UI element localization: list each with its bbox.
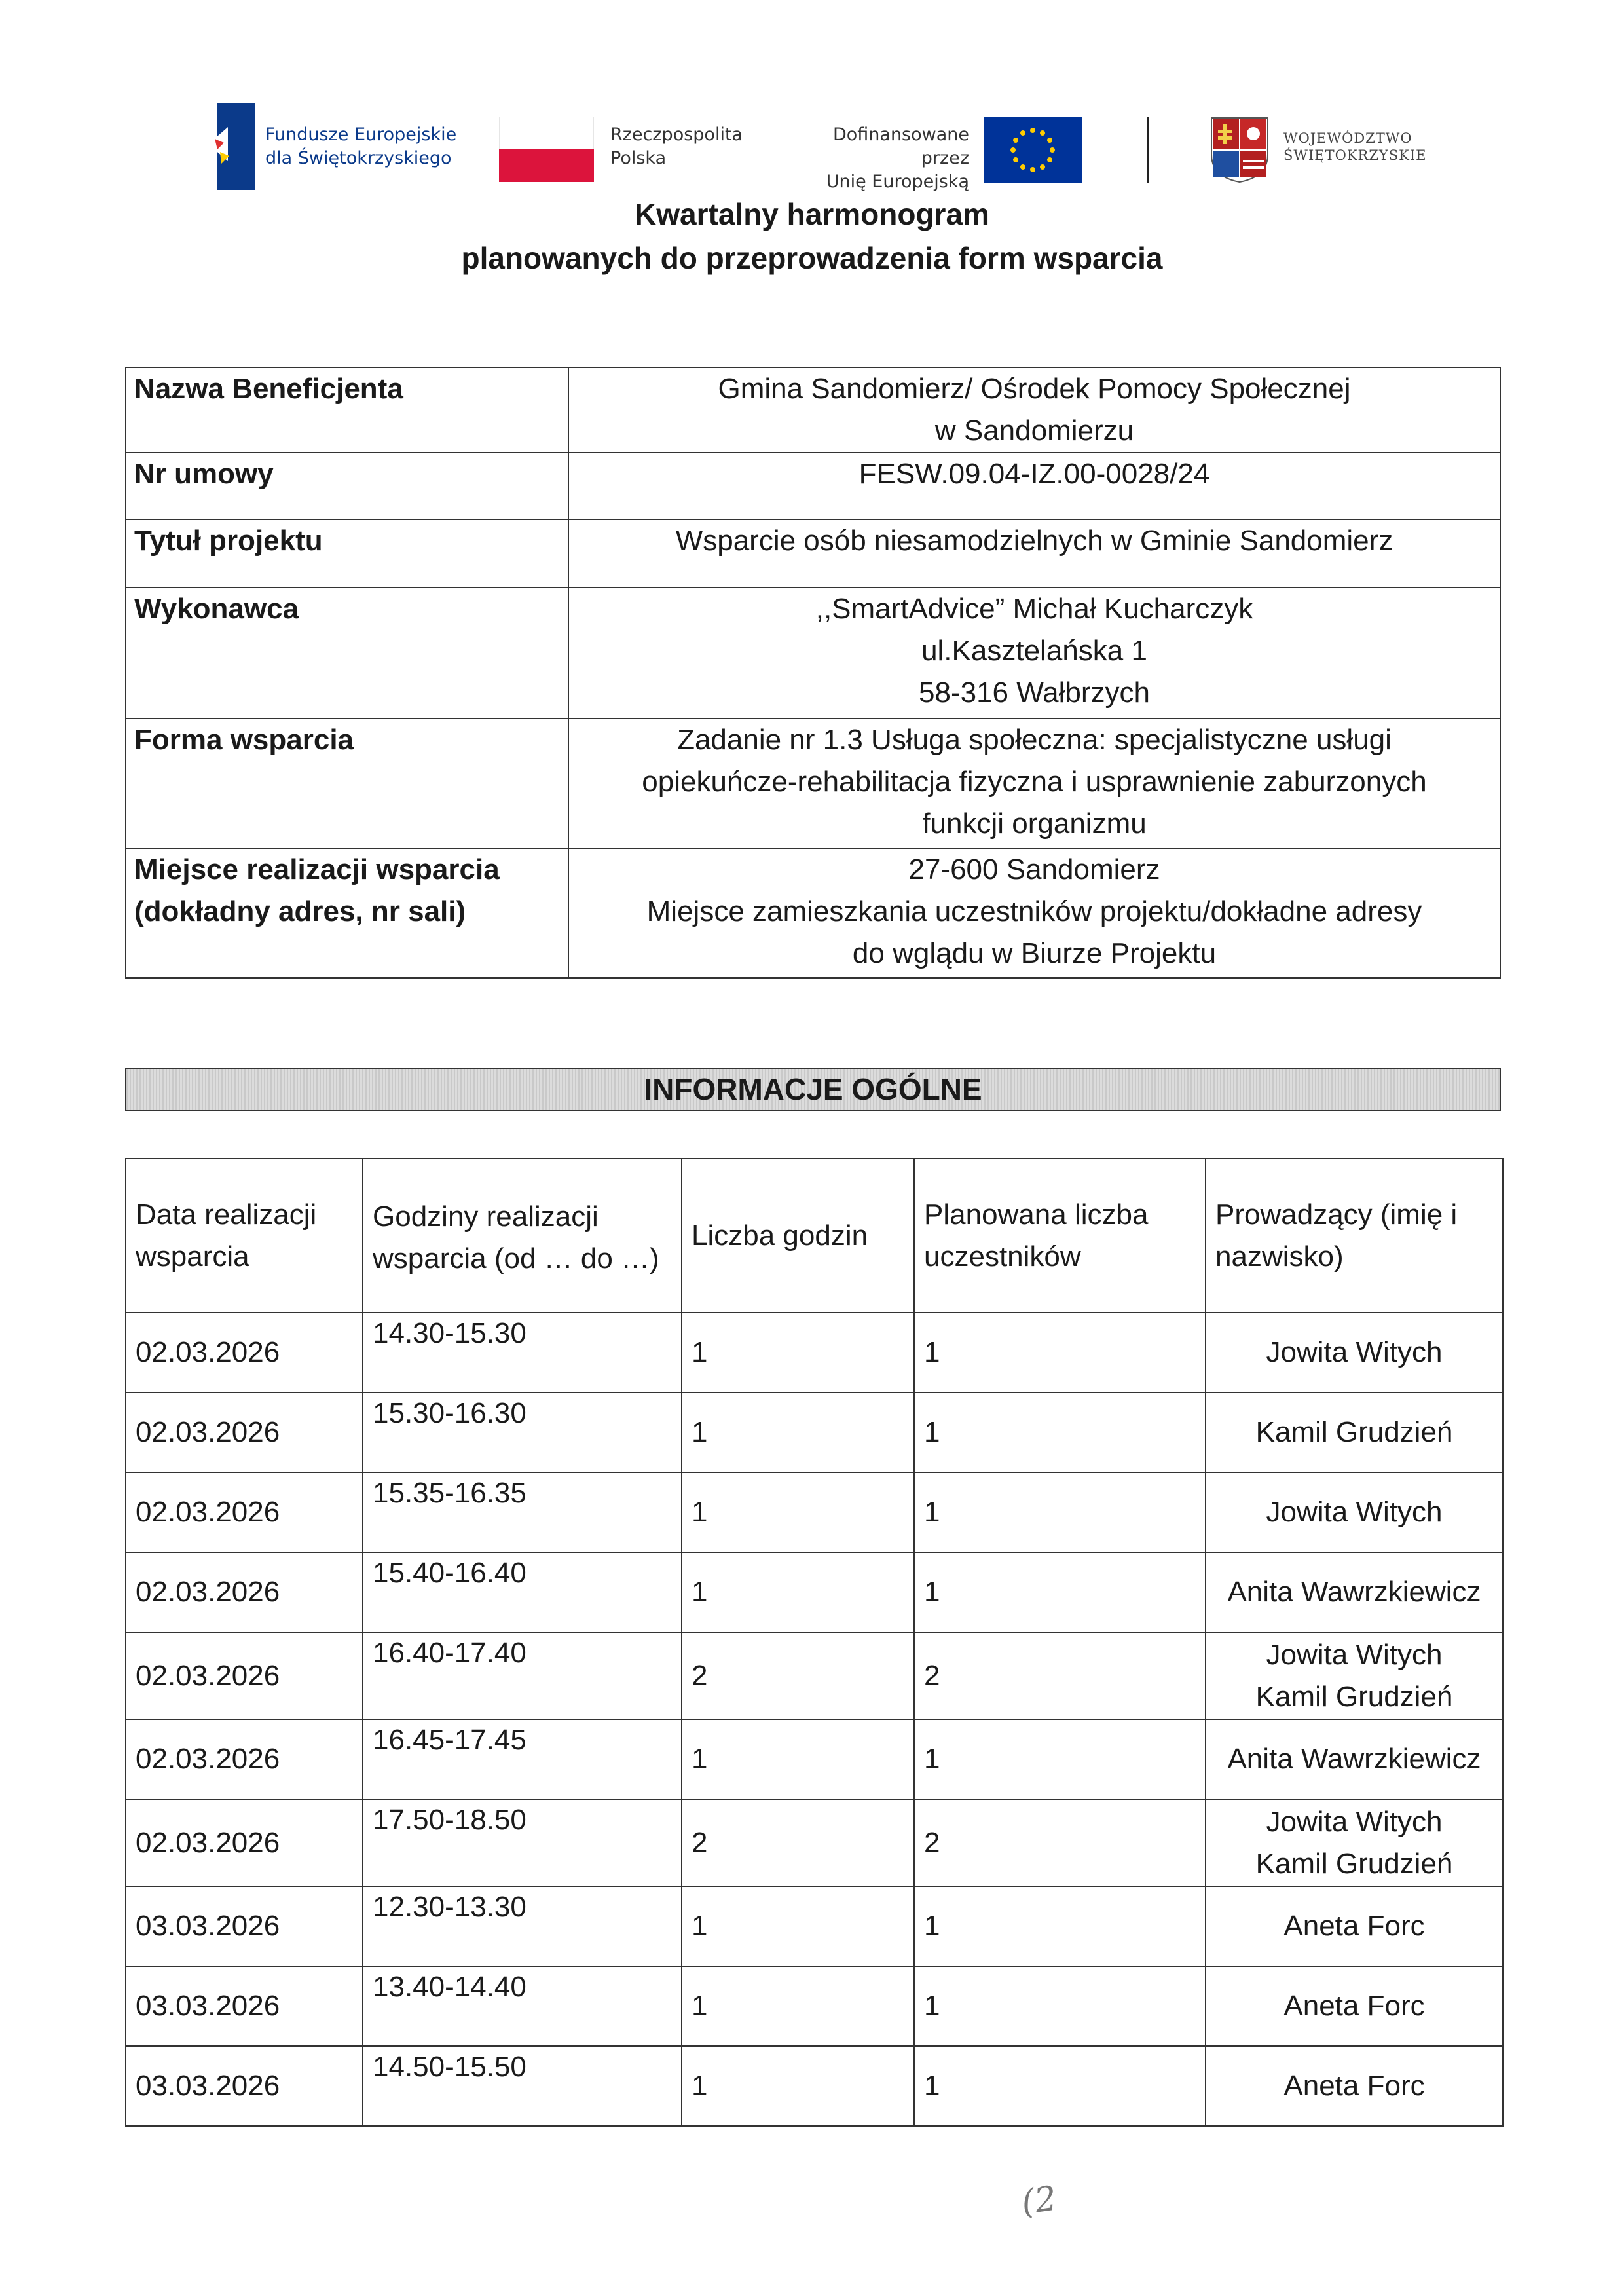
cell-date: 02.03.2026 [126,1392,363,1472]
cell-date: 02.03.2026 [126,1719,363,1799]
handwritten-page-mark: (2 [1019,2178,1060,2223]
info-value: Wsparcie osób niesamodzielnych w Gminie Sandomierz [568,519,1500,588]
table-row [126,1799,1503,1886]
eu-star-icon [1013,138,1018,143]
cell-lead: Anita Wawrzkiewicz [1206,1552,1503,1632]
info-value: Zadanie nr 1.3 Usługa społeczna: specjalistyczne usługi opiekuńcze-rehabilitacja fizyczna i usprawnienie zaburzonych funkcji organizmu [568,718,1500,848]
info-label: Forma wsparcia [126,718,568,848]
info-label: Nr umowy [126,453,568,519]
cell-participants: 2 [914,1799,1206,1886]
info-row-beneficjent [126,367,1500,453]
cell-date: 03.03.2026 [126,1966,363,2046]
cell-date: 03.03.2026 [126,1886,363,1966]
cell-date: 02.03.2026 [126,1632,363,1719]
cell-hours: 13.40-14.40 [363,1966,682,2046]
cell-participants: 1 [914,1313,1206,1392]
cell-lead: Aneta Forc [1206,2046,1503,2126]
header-hours: Godziny realizacji wsparcia (od … do …) [363,1159,682,1313]
cell-count: 1 [682,1719,914,1799]
cell-count: 1 [682,1552,914,1632]
cell-hours: 16.45-17.45 [363,1719,682,1799]
cell-count: 1 [682,1392,914,1472]
cell-participants: 1 [914,1472,1206,1552]
cell-participants: 1 [914,1552,1206,1632]
eu-star-icon [1010,147,1016,153]
eu-star-icon [1040,164,1045,170]
eu-star-icon [1047,138,1052,143]
cell-participants: 1 [914,1886,1206,1966]
cell-hours: 14.50-15.50 [363,2046,682,2126]
eu-star-icon [1047,157,1052,162]
info-label: Miejsce realizacji wsparcia (dokładny adres, nr sali) [126,848,568,978]
cell-participants: 2 [914,1632,1206,1719]
cell-hours: 12.30-13.30 [363,1886,682,1966]
cell-participants: 1 [914,1392,1206,1472]
cell-hours: 17.50-18.50 [363,1799,682,1886]
fundusze-europejskie-text: Fundusze Europejskie dla Świętokrzyskiego [265,124,457,168]
header-date: Data realizacji wsparcia [126,1159,363,1313]
table-row [126,1719,1503,1799]
cell-participants: 1 [914,1966,1206,2046]
cell-hours: 14.30-15.30 [363,1313,682,1392]
table-row [126,2046,1503,2126]
cell-date: 02.03.2026 [126,1552,363,1632]
eu-flag-icon [984,117,1082,183]
table-row [126,1472,1503,1552]
info-row-nr-umowy [126,453,1500,519]
rzeczpospolita-text: Rzeczpospolita Polska [610,124,743,168]
cell-lead: Aneta Forc [1206,1966,1503,2046]
cell-count: 2 [682,1632,914,1719]
cell-hours: 15.40-16.40 [363,1552,682,1632]
table-row [126,1552,1503,1632]
cell-participants: 1 [914,2046,1206,2126]
logo-divider [1147,117,1149,183]
table-row [126,1966,1503,2046]
eu-star-icon [1030,167,1035,172]
cell-count: 2 [682,1799,914,1886]
eu-star-icon [1040,130,1045,136]
info-value: Gmina Sandomierz/ Ośrodek Pomocy Społecznej w Sandomierzu [568,367,1500,453]
section-banner: INFORMACJE OGÓLNE [125,1068,1501,1111]
cell-hours: 15.35-16.35 [363,1472,682,1552]
cell-count: 1 [682,1966,914,2046]
header-participants: Planowana liczba uczestników [914,1159,1206,1313]
cell-count: 1 [682,1472,914,1552]
schedule-table [125,1158,1504,2127]
cell-hours: 15.30-16.30 [363,1392,682,1472]
cell-lead: Jowita Witych Kamil Grudzień [1206,1632,1503,1719]
dofinansowane-text: Dofinansowane przez Unię Europejską [826,124,969,192]
cell-date: 02.03.2026 [126,1313,363,1392]
info-row-tytul [126,519,1500,588]
schedule-header-row [126,1159,1503,1313]
cell-count: 1 [682,2046,914,2126]
logo-bar [0,0,1624,196]
info-value: FESW.09.04-IZ.00-0028/24 [568,453,1500,519]
cell-count: 1 [682,1886,914,1966]
cell-lead: Kamil Grudzień [1206,1392,1503,1472]
cell-lead: Anita Wawrzkiewicz [1206,1719,1503,1799]
table-row [126,1632,1503,1719]
info-label: Nazwa Beneficjenta [126,367,568,453]
cell-lead: Aneta Forc [1206,1886,1503,1966]
cell-lead: Jowita Witych [1206,1472,1503,1552]
info-row-wykonawca [126,588,1500,718]
cell-count: 1 [682,1313,914,1392]
info-value: ,,SmartAdvice” Michał Kucharczyk ul.Kasztelańska 1 58-316 Wałbrzych [568,588,1500,718]
header-lead: Prowadzący (imię i nazwisko) [1206,1159,1503,1313]
cell-date: 02.03.2026 [126,1799,363,1886]
cell-hours: 16.40-17.40 [363,1632,682,1719]
cell-lead: Jowita Witych [1206,1313,1503,1392]
poland-flag-icon [499,117,594,182]
table-row [126,1392,1503,1472]
cell-participants: 1 [914,1719,1206,1799]
header-count: Liczba godzin [682,1159,914,1313]
table-row [126,1886,1503,1966]
info-value: 27-600 Sandomierz Miejsce zamieszkania uczestników projektu/dokładne adresy do wglądu w Biurze Projektu [568,848,1500,978]
eu-star-icon [1020,130,1025,136]
cell-lead: Jowita Witych Kamil Grudzień [1206,1799,1503,1886]
cell-date: 02.03.2026 [126,1472,363,1552]
info-row-miejsce [126,848,1500,978]
eu-star-icon [1050,147,1055,153]
document-title: Kwartalny harmonogram [635,197,989,231]
document-subtitle: planowanych do przeprowadzenia form wsparcia [461,241,1163,275]
cell-date: 03.03.2026 [126,2046,363,2126]
swietokrzyskie-coat-of-arms-icon [1210,117,1269,183]
fundusze-europejskie-logo-icon [208,103,255,190]
info-label: Wykonawca [126,588,568,718]
eu-star-icon [1013,157,1018,162]
table-row [126,1313,1503,1392]
wojewodztwo-text: WOJEWÓDZTWO ŚWIĘTOKRZYSKIE [1283,130,1427,163]
info-row-forma [126,718,1500,848]
info-label: Tytuł projektu [126,519,568,588]
eu-star-icon [1030,128,1035,133]
beneficiary-info-table [125,367,1501,979]
eu-star-icon [1020,164,1025,170]
